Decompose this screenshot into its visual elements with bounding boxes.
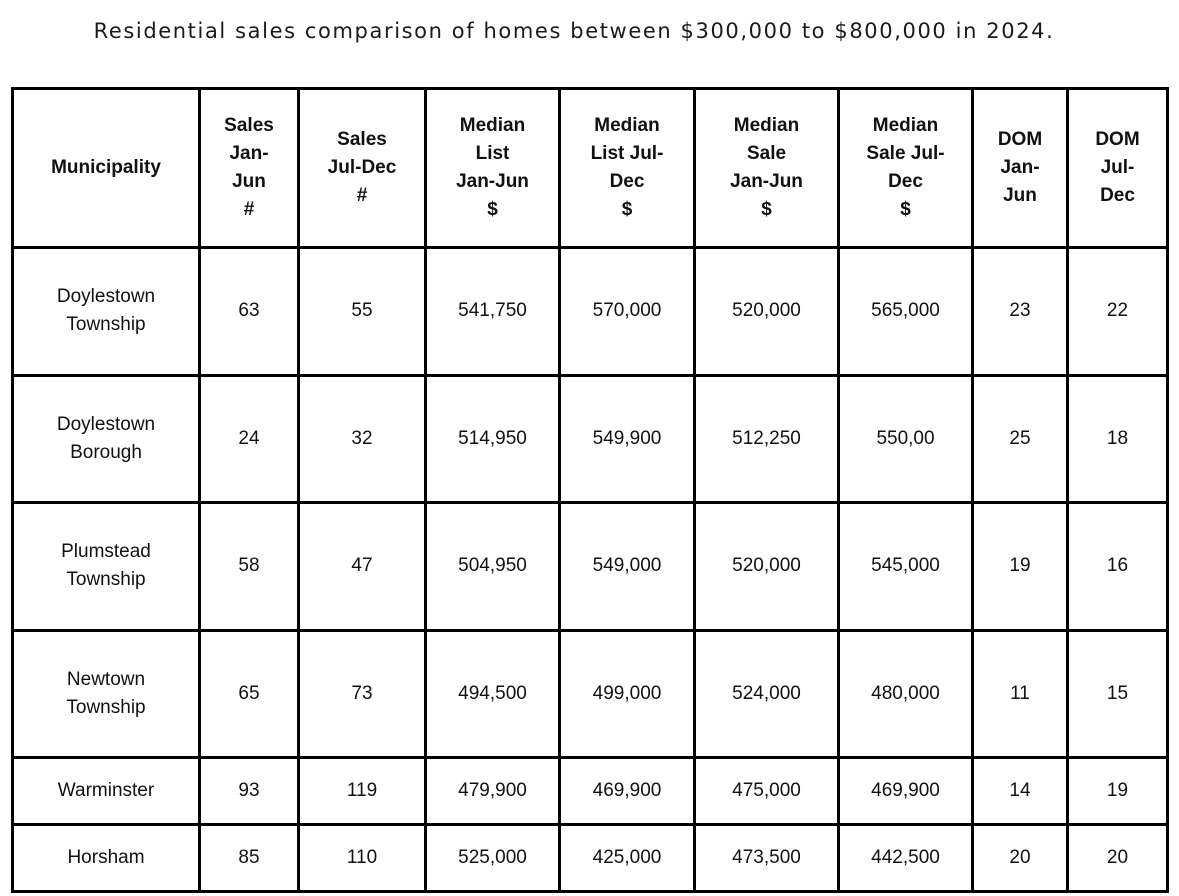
cell-dom-jan-jun: 11 <box>973 630 1068 758</box>
header-row <box>13 89 1168 248</box>
cell-median-sale-jan-jun: 520,000 <box>695 503 839 631</box>
cell-sales-jul-dec: 55 <box>299 248 426 376</box>
column-header-median-list-jan-jun: Median List Jan-Jun $ <box>426 89 560 248</box>
table-header <box>13 89 1168 248</box>
cell-dom-jan-jun: 23 <box>973 248 1068 376</box>
cell-median-list-jan-jun: 479,900 <box>426 758 560 825</box>
cell-dom-jan-jun: 20 <box>973 824 1068 891</box>
cell-median-sale-jul-dec: 550,00 <box>839 375 973 503</box>
cell-sales-jul-dec: 73 <box>299 630 426 758</box>
cell-dom-jul-dec: 15 <box>1068 630 1168 758</box>
cell-median-sale-jul-dec: 565,000 <box>839 248 973 376</box>
cell-municipality: Horsham <box>13 824 200 891</box>
column-header-sales-jul-dec: Sales Jul-Dec # <box>299 89 426 248</box>
cell-municipality: Plumstead Township <box>13 503 200 631</box>
cell-dom-jul-dec: 20 <box>1068 824 1168 891</box>
column-header-sales-jan-jun: Sales Jan- Jun # <box>200 89 299 248</box>
cell-municipality: Warminster <box>13 758 200 825</box>
cell-median-list-jul-dec: 549,900 <box>560 375 695 503</box>
cell-median-sale-jan-jun: 475,000 <box>695 758 839 825</box>
cell-median-list-jan-jun: 514,950 <box>426 375 560 503</box>
column-header-median-sale-jul-dec: Median Sale Jul- Dec $ <box>839 89 973 248</box>
page-title: Residential sales comparison of homes between $300,000 to $800,000 in 2024. <box>93 19 1055 43</box>
sales-comparison-table <box>11 87 1169 893</box>
table-row <box>13 503 1168 631</box>
cell-median-sale-jul-dec: 480,000 <box>839 630 973 758</box>
cell-median-sale-jul-dec: 442,500 <box>839 824 973 891</box>
cell-sales-jul-dec: 32 <box>299 375 426 503</box>
column-header-dom-jan-jun: DOM Jan- Jun <box>973 89 1068 248</box>
cell-median-sale-jul-dec: 469,900 <box>839 758 973 825</box>
cell-median-list-jan-jun: 525,000 <box>426 824 560 891</box>
cell-median-list-jul-dec: 499,000 <box>560 630 695 758</box>
cell-median-list-jul-dec: 425,000 <box>560 824 695 891</box>
cell-municipality: Doylestown Borough <box>13 375 200 503</box>
cell-median-sale-jan-jun: 524,000 <box>695 630 839 758</box>
cell-median-list-jan-jun: 494,500 <box>426 630 560 758</box>
cell-dom-jul-dec: 16 <box>1068 503 1168 631</box>
column-header-median-sale-jan-jun: Median Sale Jan-Jun $ <box>695 89 839 248</box>
cell-median-sale-jan-jun: 512,250 <box>695 375 839 503</box>
cell-sales-jan-jun: 65 <box>200 630 299 758</box>
cell-sales-jan-jun: 24 <box>200 375 299 503</box>
cell-median-list-jul-dec: 549,000 <box>560 503 695 631</box>
cell-municipality: Doylestown Township <box>13 248 200 376</box>
table-row <box>13 375 1168 503</box>
column-header-median-list-jul-dec: Median List Jul- Dec $ <box>560 89 695 248</box>
cell-sales-jul-dec: 47 <box>299 503 426 631</box>
table-row <box>13 824 1168 891</box>
cell-sales-jan-jun: 58 <box>200 503 299 631</box>
cell-sales-jan-jun: 85 <box>200 824 299 891</box>
cell-dom-jan-jun: 19 <box>973 503 1068 631</box>
cell-dom-jan-jun: 14 <box>973 758 1068 825</box>
cell-median-list-jan-jun: 541,750 <box>426 248 560 376</box>
cell-dom-jul-dec: 18 <box>1068 375 1168 503</box>
cell-dom-jul-dec: 19 <box>1068 758 1168 825</box>
cell-sales-jul-dec: 110 <box>299 824 426 891</box>
cell-median-list-jul-dec: 570,000 <box>560 248 695 376</box>
column-header-dom-jul-dec: DOM Jul- Dec <box>1068 89 1168 248</box>
cell-median-list-jan-jun: 504,950 <box>426 503 560 631</box>
cell-median-sale-jan-jun: 520,000 <box>695 248 839 376</box>
column-header-municipality: Municipality <box>13 89 200 248</box>
cell-median-list-jul-dec: 469,900 <box>560 758 695 825</box>
cell-median-sale-jan-jun: 473,500 <box>695 824 839 891</box>
table-row <box>13 758 1168 825</box>
cell-sales-jan-jun: 63 <box>200 248 299 376</box>
cell-dom-jul-dec: 22 <box>1068 248 1168 376</box>
cell-municipality: Newtown Township <box>13 630 200 758</box>
cell-sales-jan-jun: 93 <box>200 758 299 825</box>
cell-dom-jan-jun: 25 <box>973 375 1068 503</box>
table-body <box>13 248 1168 892</box>
cell-sales-jul-dec: 119 <box>299 758 426 825</box>
table-row <box>13 630 1168 758</box>
cell-median-sale-jul-dec: 545,000 <box>839 503 973 631</box>
table-row <box>13 248 1168 376</box>
